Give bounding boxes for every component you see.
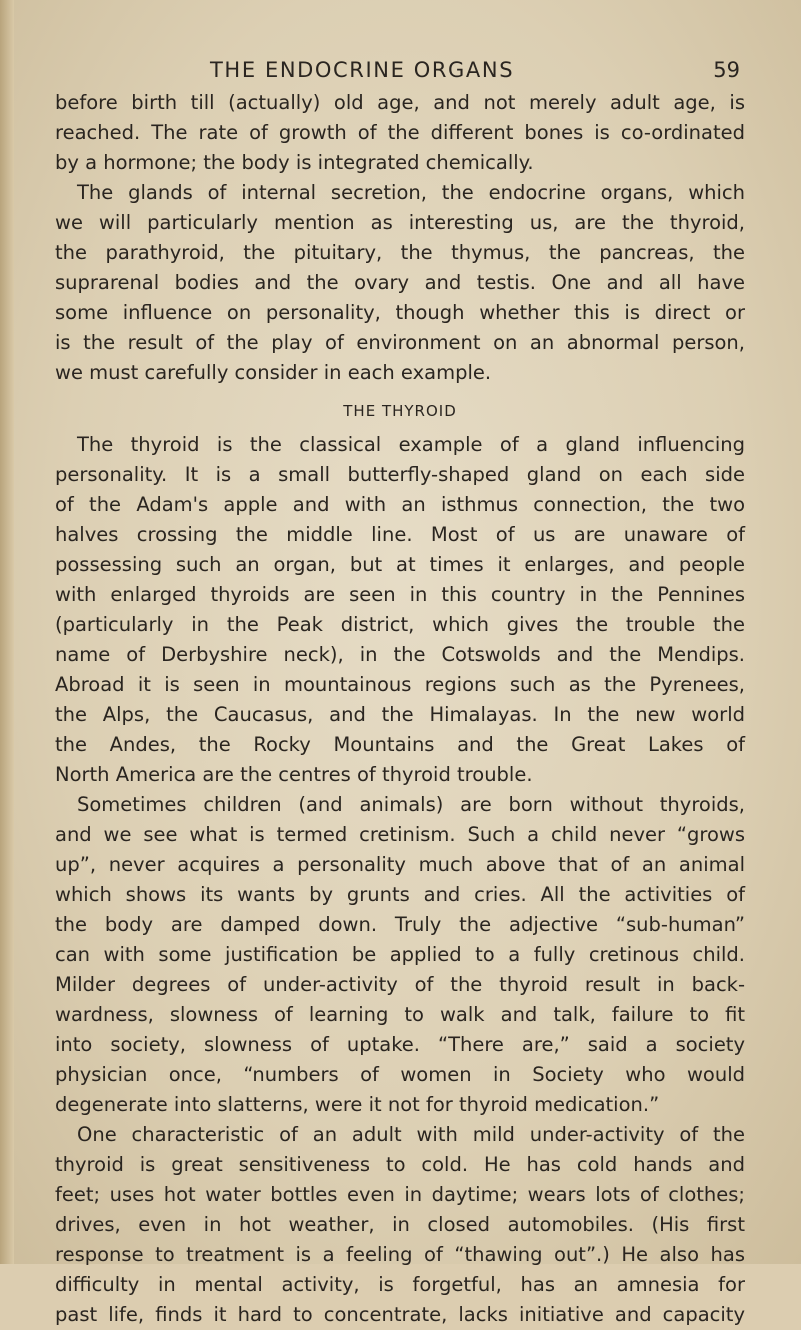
text-line: thyroid is great sensitiveness to cold. He has cold hands and	[55, 1153, 745, 1176]
text-line: response to treatment is a feeling of “thawing out”.) He also has	[55, 1243, 745, 1266]
page-number: 59	[713, 58, 740, 82]
body-text	[55, 88, 745, 1330]
text-line: the Alps, the Caucasus, and the Himalayas. In the new world	[55, 703, 745, 726]
text-line: possessing such an organ, but at times it enlarges, and people	[55, 553, 745, 576]
text-line: name of Derbyshire neck), in the Cotswolds and the Mendips.	[55, 643, 745, 666]
running-head-title: THE ENDOCRINE ORGANS	[210, 58, 515, 82]
text-line: feet; uses hot water bottles even in daytime; wears lots of clothes;	[55, 1183, 745, 1206]
text-line: drives, even in hot weather, in closed automobiles. (His first	[55, 1213, 745, 1236]
text-line: halves crossing the middle line. Most of us are unaware of	[55, 523, 745, 546]
text-line: One characteristic of an adult with mild under-activity of the	[77, 1123, 745, 1146]
text-line: we will particularly mention as interesting us, are the thyroid,	[55, 211, 745, 234]
text-line: physician once, “numbers of women in Society who would	[55, 1063, 745, 1086]
text-line: Abroad it is seen in mountainous regions such as the Pyrenees,	[55, 673, 745, 696]
text-line: of the Adam's apple and with an isthmus connection, the two	[55, 493, 745, 516]
text-line: is the result of the play of environment on an abnormal person,	[55, 331, 745, 354]
text-line: we must carefully consider in each example.	[55, 361, 492, 384]
page-gutter	[0, 0, 14, 1264]
text-line: and we see what is termed cretinism. Such a child never “grows	[55, 823, 745, 846]
text-line: North America are the centres of thyroid trouble.	[55, 763, 533, 786]
text-line: Milder degrees of under-activity of the thyroid result in back-	[55, 973, 745, 996]
text-line: the Andes, the Rocky Mountains and the Great Lakes of	[55, 733, 745, 756]
text-line: difficulty in mental activity, is forgetful, has an amnesia for	[55, 1273, 745, 1296]
section-heading: THE THYROID	[343, 402, 457, 420]
text-line: before birth till (actually) old age, and not merely adult age, is	[55, 91, 745, 114]
text-line: by a hormone; the body is integrated chemically.	[55, 151, 534, 174]
text-line: The glands of internal secretion, the endocrine organs, which	[77, 181, 745, 204]
text-line: past life, finds it hard to concentrate, lacks initiative and capacity	[55, 1303, 745, 1326]
text-line: with enlarged thyroids are seen in this country in the Pennines	[55, 583, 745, 606]
text-line: into society, slowness of uptake. “There are,” said a society	[55, 1033, 745, 1056]
text-line: suprarenal bodies and the ovary and testis. One and all have	[55, 271, 745, 294]
text-line: the parathyroid, the pituitary, the thymus, the pancreas, the	[55, 241, 745, 264]
text-line: degenerate into slatterns, were it not for thyroid medication.”	[55, 1093, 660, 1116]
text-line: up”, never acquires a personality much above that of an animal	[55, 853, 745, 876]
text-line: personality. It is a small butterfly-shaped gland on each side	[55, 463, 745, 486]
text-line: reached. The rate of growth of the different bones is co-ordinated	[55, 121, 745, 144]
text-line: Sometimes children (and animals) are born without thyroids,	[77, 793, 745, 816]
text-line: some influence on personality, though whether this is direct or	[55, 301, 745, 324]
text-line: can with some justification be applied to a fully cretinous child.	[55, 943, 745, 966]
text-line: the body are damped down. Truly the adjective “sub-human”	[55, 913, 745, 936]
running-head	[60, 58, 740, 88]
text-line: (particularly in the Peak district, which gives the trouble the	[55, 613, 745, 636]
text-line: which shows its wants by grunts and cries. All the activities of	[55, 883, 745, 906]
text-line: wardness, slowness of learning to walk and talk, failure to fit	[55, 1003, 745, 1026]
text-line: The thyroid is the classical example of a gland influencing	[77, 433, 745, 456]
